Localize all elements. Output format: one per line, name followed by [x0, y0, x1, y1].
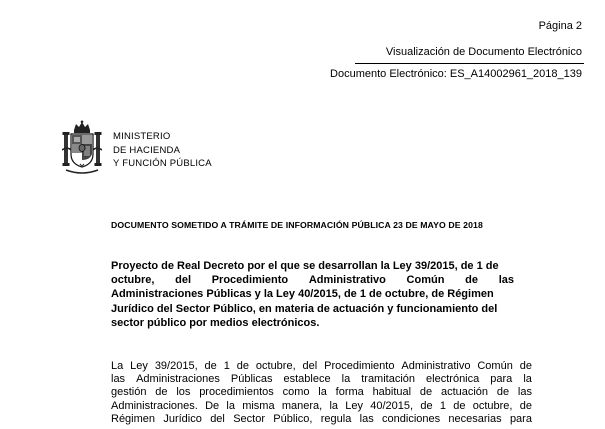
- title-line: sector público por medios electrónicos.: [111, 316, 320, 329]
- coat-of-arms-of-spain-icon: [62, 120, 102, 176]
- word: los: [176, 386, 191, 399]
- word: de: [519, 399, 532, 412]
- word: Administrativo: [308, 274, 386, 287]
- viewer-title: Visualización de Documento Electrónico: [385, 46, 582, 58]
- title-line: Jurídico del Sector Público, en materia de actuación y funcionamiento del: [111, 302, 498, 315]
- word: de: [496, 386, 510, 399]
- ministry-name: [113, 130, 212, 171]
- word: Común: [406, 274, 445, 287]
- word: Procedimiento: [324, 360, 395, 372]
- word: forma: [335, 386, 364, 399]
- word: del: [302, 360, 318, 372]
- word: regula: [320, 412, 352, 425]
- ministry-line: DE HACIENDA: [113, 144, 181, 156]
- word: actuación: [440, 386, 489, 399]
- ministry-line: MINISTERIO: [113, 131, 171, 142]
- word: Común: [477, 360, 513, 372]
- word: Procedimiento: [211, 274, 289, 287]
- word: la: [329, 399, 339, 412]
- word: manera,: [281, 399, 323, 412]
- word: las: [498, 274, 514, 287]
- word: de: [519, 360, 532, 372]
- header-divider: [355, 63, 584, 64]
- word: de: [453, 399, 466, 412]
- decree-title: [111, 259, 514, 330]
- title-line: [111, 273, 514, 287]
- word: electrónica: [426, 373, 480, 386]
- word: como: [282, 386, 310, 399]
- word: Público,: [273, 412, 313, 425]
- word: de: [465, 274, 478, 287]
- word: procedimientos: [199, 386, 274, 399]
- word: del: [210, 412, 225, 425]
- word: la: [523, 373, 532, 386]
- word: Administrativo: [401, 360, 471, 372]
- word: de: [155, 386, 168, 399]
- word: De: [205, 399, 220, 412]
- word: las: [359, 412, 374, 425]
- word: de: [204, 360, 217, 372]
- word: Jurídico: [163, 412, 202, 425]
- ministry-line: Y FUNCIÓN PÚBLICA: [113, 158, 212, 169]
- title-line: Proyecto de Real Decreto por el que se desarrollan la Ley 39/2015, de 1 de: [111, 260, 499, 272]
- word: La: [111, 360, 124, 372]
- word: octubre,: [472, 399, 513, 412]
- word: 1: [439, 399, 446, 412]
- word: 1: [223, 360, 230, 372]
- word: Públicas: [230, 373, 273, 386]
- word: de: [236, 360, 249, 372]
- word: establece: [283, 373, 331, 386]
- document-viewer-header: [0, 0, 605, 90]
- word: Ley: [130, 360, 148, 372]
- word: para: [509, 412, 532, 425]
- word: tramitación: [361, 373, 416, 386]
- word: Ley: [345, 399, 364, 412]
- word: 40/2015,: [370, 399, 414, 412]
- public-information-notice: DOCUMENTO SOMETIDO A TRÁMITE DE INFORMACIÓN PÚBLICA 23 DE MAYO DE 2018: [111, 220, 483, 230]
- word: la: [318, 386, 327, 399]
- word: de: [419, 386, 433, 399]
- word: la: [226, 399, 235, 412]
- title-line: Administraciones Públicas y la Ley 40/2015, de 1 de octubre, de Régimen: [111, 288, 494, 301]
- body-line: [111, 360, 532, 373]
- page-number: Página 2: [538, 20, 582, 32]
- word: octubre,: [255, 360, 296, 372]
- word: gestión: [111, 386, 147, 399]
- word: del: [175, 274, 192, 287]
- word: necesarias: [448, 412, 502, 425]
- body-line: [111, 400, 532, 413]
- word: para: [490, 373, 513, 386]
- word: las: [111, 373, 126, 386]
- word: la: [341, 373, 351, 386]
- body-line: [111, 373, 532, 386]
- word: condiciones: [382, 412, 441, 425]
- ministry-letterhead: [62, 120, 262, 180]
- word: octubre,: [111, 274, 155, 287]
- word: Administraciones.: [111, 399, 198, 412]
- word: las: [517, 386, 532, 399]
- word: Régimen: [111, 412, 156, 425]
- word: Sector: [233, 412, 265, 425]
- body-paragraph: [111, 360, 532, 426]
- document-id: Documento Electrónico: ES_A14002961_2018_139: [330, 68, 582, 80]
- word: Administraciones: [136, 373, 220, 386]
- body-line: [111, 386, 532, 399]
- body-line: [111, 413, 532, 426]
- word: misma: [242, 399, 275, 412]
- word: habitual: [372, 386, 412, 399]
- word: 39/2015,: [154, 360, 198, 372]
- word: de: [420, 399, 433, 412]
